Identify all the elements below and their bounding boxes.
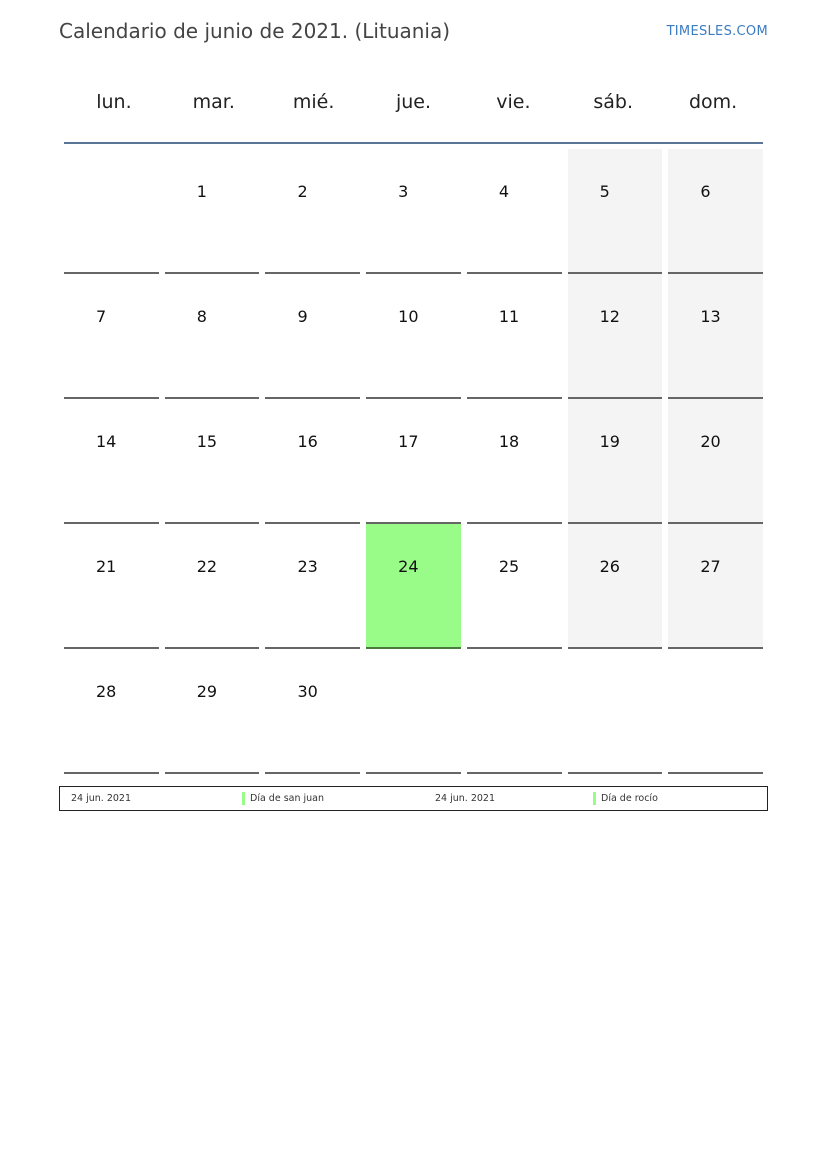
day-cell[interactable]	[467, 524, 562, 649]
day-cell[interactable]	[265, 274, 360, 399]
empty-day-cell	[366, 649, 461, 774]
day-number: 6	[700, 182, 711, 201]
day-number: 2	[297, 182, 308, 201]
holiday-color-marker	[242, 792, 245, 805]
day-number: 26	[599, 557, 620, 576]
weekday-label: lun.	[96, 91, 132, 113]
weekday-header	[64, 80, 763, 144]
day-cell[interactable]	[668, 524, 763, 649]
calendar-grid	[64, 80, 763, 774]
day-number: 12	[599, 307, 620, 326]
day-number: 15	[196, 432, 218, 451]
legend-holiday-name: Día de san juan	[250, 793, 325, 804]
day-cell[interactable]	[165, 149, 260, 274]
weekday-label: vie.	[496, 91, 531, 113]
day-number: 20	[700, 432, 721, 451]
day-number: 9	[297, 307, 308, 326]
day-number: 21	[96, 557, 117, 576]
day-cell[interactable]	[668, 399, 763, 524]
calendar-weeks	[64, 149, 763, 774]
day-number: 28	[96, 682, 117, 701]
day-number: 24	[398, 557, 419, 576]
day-cell[interactable]	[467, 399, 562, 524]
week-row	[64, 149, 763, 274]
week-row	[64, 399, 763, 524]
empty-day-cell	[668, 649, 763, 774]
day-cell[interactable]	[668, 149, 763, 274]
legend-holiday-name: Día de rocío	[601, 793, 658, 804]
day-number: 7	[96, 307, 107, 326]
day-number: 4	[498, 182, 510, 201]
day-cell[interactable]	[64, 399, 159, 524]
day-cell[interactable]	[366, 149, 461, 274]
site-link[interactable]: TIMESLES.COM	[666, 24, 768, 39]
weekday-label: dom.	[688, 91, 738, 113]
day-cell[interactable]	[467, 149, 562, 274]
week-row	[64, 649, 763, 774]
page-title: Calendario de junio de 2021. (Lituania)	[59, 19, 451, 43]
day-number: 27	[700, 557, 721, 576]
day-cell[interactable]	[366, 274, 461, 399]
day-cell[interactable]	[568, 524, 663, 649]
legend-date: 24 jun. 2021	[435, 793, 496, 804]
day-cell[interactable]	[64, 524, 159, 649]
day-cell[interactable]	[165, 274, 260, 399]
holiday-color-marker	[593, 792, 596, 805]
day-cell[interactable]	[366, 399, 461, 524]
weekday-label: mié.	[292, 91, 335, 113]
day-number: 10	[398, 307, 419, 326]
day-number: 19	[599, 432, 620, 451]
day-cell[interactable]	[568, 274, 663, 399]
day-number: 18	[498, 432, 520, 451]
day-cell[interactable]	[265, 399, 360, 524]
legend-item	[593, 792, 658, 805]
empty-day-cell	[568, 649, 663, 774]
weekday-label: sáb.	[593, 91, 634, 113]
day-cell[interactable]	[165, 399, 260, 524]
day-cell[interactable]	[366, 524, 461, 649]
day-number: 17	[398, 432, 419, 451]
week-row	[64, 524, 763, 649]
day-number: 3	[398, 182, 409, 201]
day-cell[interactable]	[165, 524, 260, 649]
day-number: 25	[498, 557, 520, 576]
day-number: 16	[297, 432, 318, 451]
day-cell[interactable]	[568, 399, 663, 524]
day-cell[interactable]	[64, 274, 159, 399]
legend-item	[242, 792, 324, 805]
day-number: 11	[498, 307, 520, 326]
day-number: 22	[196, 557, 218, 576]
legend-date: 24 jun. 2021	[71, 793, 132, 804]
day-cell[interactable]	[165, 649, 260, 774]
day-number: 13	[700, 307, 721, 326]
week-row	[64, 274, 763, 399]
day-cell[interactable]	[265, 649, 360, 774]
day-number: 23	[297, 557, 318, 576]
day-cell[interactable]	[467, 274, 562, 399]
holiday-legend	[59, 786, 768, 811]
empty-day-cell	[64, 149, 159, 274]
day-number: 8	[196, 307, 207, 326]
day-cell[interactable]	[568, 149, 663, 274]
day-cell[interactable]	[265, 524, 360, 649]
day-number: 30	[297, 682, 318, 701]
weekday-label: jue.	[395, 91, 432, 113]
day-number: 29	[196, 682, 218, 701]
day-number: 14	[96, 432, 117, 451]
day-cell[interactable]	[668, 274, 763, 399]
empty-day-cell	[467, 649, 562, 774]
weekday-label: mar.	[192, 91, 235, 113]
day-cell[interactable]	[265, 149, 360, 274]
day-cell[interactable]	[64, 649, 159, 774]
day-number: 1	[196, 182, 207, 201]
day-number: 5	[599, 182, 610, 201]
